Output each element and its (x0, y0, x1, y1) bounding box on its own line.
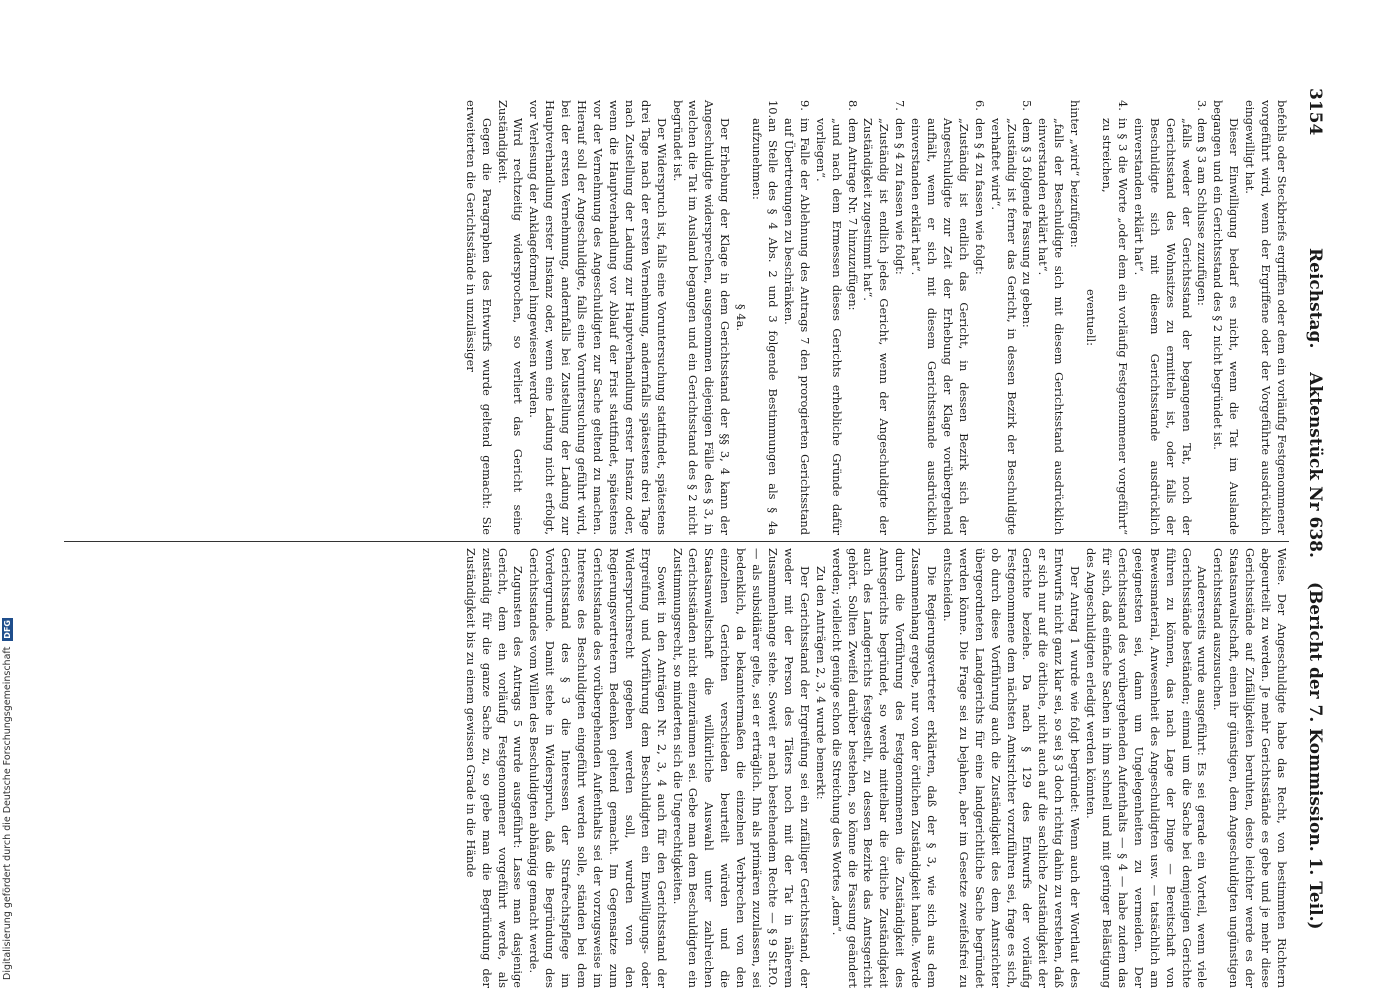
header-part: Reichstag. (1305, 248, 1325, 349)
credit-text-line (2, 0, 20, 980)
item-number: 10. (766, 100, 780, 119)
item-number: 6. (972, 100, 987, 111)
numbered-item (1019, 100, 1035, 535)
paragraph: Der Gerichtsstand der Ergreifung sei ein zufälliger Gerichtsstand, der weder mit der Person des Täters noch mit der Tat in näherem Zusammenhange stehe. Soweit er nach bestehendem Rechte — § 9 St.P.O. — als subsidiärer gelte, sei er erträglich. Ihn als primären zuzulassen, sei bedenklich, da bekanntermaßen die einzelnen Verbrechen von den einzelnen Gerichten verschieden beurteilt würden und die Staatsanwaltschaft die willkürliche Auswahl unter zahlreichen Gerichtsständen nicht einzuräumen sei. Gebe man dem Beschuldigten ein Zustimmungsrecht, so minderten sich die Ungerechtigkeiten. (670, 548, 812, 988)
numbered-item (971, 100, 987, 535)
item-text: dem Antrage Nr. 7 hinzuzufügen: (845, 118, 860, 311)
centered-heading: § 4a. (734, 304, 749, 331)
paragraph: Zugunsten des Antrags 5 wurde ausgeführt: Lasse man dasjenige Gericht, dem ein vorläufig Festgenommener vorgeführt werde, als zuständig für die ganze Sache zu, so gebe man die Begründung der Zuständigkeit bis zu einem gewissen Grade in die Hände (463, 548, 526, 988)
column-divider (64, 541, 1289, 542)
item-number: 7. (893, 100, 908, 111)
paragraph: hinter „wird“ beizufügen: (1068, 100, 1083, 248)
item-number: 3. (1195, 100, 1210, 111)
paragraph: Andererseits wurde ausgeführt: Es sei gerade ein Vorteil, wenn viele Gerichtsstände beständen; einmal um die Sache bei demjenigen Gerichte führen zu können, das nach Lage der Dinge — Bereitschaft von Beweismaterial, Anwesenheit des Angeschuldigten usw. — tatsächlich am geeignetsten sei, dann um Ungelegenheiten zu vermeiden. Der Gerichtsstand des vorübergehenden Aufenthalts — § 4 — habe zudem das für sich, daß einfache Sachen in ihm schnell und mit geringer Belästigung des Angeschuldigten erledigt werden könnten. (1084, 548, 1210, 988)
credit-text: Digitalisierung gefördert durch die Deutsche Forschungsgemeinschaft (2, 646, 13, 980)
paragraph: Der Erhebung der Klage in dem Gerichtsstand der §§ 3, 4 kann der Angeschuldigte widersprechen, ausgenommen diejenigen Fälle des § 3, in welchen die Tat im Ausland begangen und ein Gerichtsstand des § 2 nicht begründet ist. (670, 100, 733, 535)
paragraph: Wird rechtzeitig widersprochen, so verliert das Gericht seine Zuständigkeit. (495, 100, 526, 535)
header-part: (Bericht der 7. Kommission. 1. Teil.) (1305, 581, 1325, 930)
header-part: Aktenstück Nr 638. (1305, 372, 1325, 558)
item-text: im Falle der Ablehnung des Antrags 7 den prorogierten Gerichtsstand auf Übertretungen zu beschränken. (781, 118, 812, 535)
paragraph: Die Regierungsvertreter erklärten, daß der § 3, wie sich aus dem Zusammenhang ergebe, nur von der örtlichen Zuständigkeit handle. Werde durch die Vorführung des Festgenommenen die Zuständigkeit des Amtsgerichts begründet, so werde mittelbar die örtliche Zuständigkeit auch des Landgerichts festgestellt, zu dessen Bezirke das Amtsgericht gehört. Sollten Zweifel darüber bestehen, so könne die Fassung geändert werden; vielleicht genüge schon die Streichung des Wortes „dem“. (829, 548, 940, 988)
credit-strip (2, 0, 20, 1000)
item-text: dem § 3 am Schlusse zuzufügen: (1195, 118, 1210, 306)
page-header (1295, 88, 1325, 968)
quoted-text: „falls der Beschuldigte sich mit diesem Gerichtsstand ausdrücklich einverstanden erklärt hat“. (1036, 118, 1067, 535)
quoted-text: „falls weder der Gerichtsstand der begangenen Tat, noch der Gerichtsstand des Wohnsitzes zu ermitteln ist, oder falls der Beschuldigte sich mit diesem Gerichtsstande ausdrücklich einverstanden erklärt hat“. (1131, 118, 1194, 535)
item-number: 8. (845, 100, 860, 111)
left-column (462, 100, 1289, 535)
paragraph: Zu den Anträgen 2, 3, 4 wurde bemerkt: (813, 566, 828, 800)
quoted-text: „Zuständig ist ferner das Gericht, in dessen Bezirk der Beschuldigte verhaftet wird“. (988, 118, 1019, 535)
quoted-text: „Zuständig ist endlich jedes Gericht, wenn der Angeschuldigte der Zuständigkeit zugestimmt hat“. (861, 118, 892, 535)
paragraph: befehls oder Steckbriefs ergriffen oder dem ein vorläufig Festgenommener vorgeführt wird, wenn der Ergriffene oder der Vorgeführte ausdrücklich eingewilligt hat. (1243, 100, 1289, 535)
numbered-item (1098, 100, 1130, 535)
item-text: dem § 3 folgende Fassung zu geben: (1020, 118, 1035, 328)
paragraph: Soweit in den Anträgen Nr. 2, 3, 4 auch für den Gerichtsstand der Ergreifung und Vorführung dem Beschuldigten ein Einwilligungs- oder Widerspruchsrecht gegeben werden soll, wurden von den Regierungsvertretern Bedenken geltend gemacht. Im Gegensatze zum Gerichtsstande des vorübergehenden Aufenthalts sei der vorzugsweise im Interesse des Beschuldigten eingeführt werden solle, ständen bei dem Gerichtsstand des § 3 die Interessen der Strafrechtspflege im Vordergrunde. Damit stehe in Widerspruch, daß die Begründung des Gerichtsstandes vom Willen des Beschuldigten abhängig gemacht werde. (527, 548, 669, 988)
numbered-item (780, 100, 812, 535)
quoted-text: „und nach dem Ermessen dieses Gerichts erhebliche Gründe dafür vorliegen“. (813, 118, 844, 535)
numbered-item (1194, 100, 1210, 535)
numbered-item (891, 100, 907, 535)
right-column (462, 548, 1289, 988)
item-number: 5. (1020, 100, 1035, 111)
item-text: in § 3 die Worte „oder dem ein vorläufig Festgenommener vorgeführt“ zu streichen, (1100, 118, 1130, 535)
item-text: den § 4 zu fassen wie folgt: (972, 118, 987, 275)
dfg-logo: DFG (3, 620, 12, 639)
numbered-item (844, 100, 860, 535)
paragraph: Der Widerspruch ist, falls eine Voruntersuchung stattfindet, spätestens drei Tage nach der ersten Vernehmung, andernfalls spätestens drei Tage nach Zustellung der Ladung zur Hauptverhandlung erster Instanz oder, wenn die Hauptverhandlung vor Ablauf der Frist stattfindet, spätestens vor der Vernehmung des Angeschuldigten zur Sache geltend zu machen. Hierauf soll der Angeschuldigte, falls eine Voruntersuchung geführt wird, bei der ersten Vernehmung, andernfalls bei Zustellung der Ladung zur Hauptverhandlung erster Instanz oder, wenn eine Ladung nicht erfolgt, vor Verlesung der Anklageformel hingewiesen werden. (527, 100, 669, 535)
numbered-item (748, 100, 780, 535)
item-number: 9. (797, 100, 812, 111)
item-text: den § 4 zu fassen wie folgt: (893, 118, 908, 275)
page-number: 3154 (1305, 88, 1325, 136)
item-text: an Stelle des § 4 Abs. 2 und 3 folgende Bestimmungen als § 4a aufzunehmen: (750, 118, 780, 535)
header-title (1305, 248, 1325, 948)
paragraph: Gegen die Paragraphen des Entwurfs wurde geltend gemacht: Sie erweiterten die Gerichtsstände in unzulässiger (463, 100, 494, 535)
centered-heading: eventuell: (1084, 288, 1099, 347)
quoted-text: „Zuständig ist endlich das Gericht, in dessen Bezirk sich der Angeschuldigte zur Zeit der Erhebung der Klage vorübergehend aufhält, wenn er sich mit diesem Gerichtsstande ausdrücklich einverstanden erklärt hat“. (909, 118, 971, 535)
paragraph: Weise. Der Angeschuldigte habe das Recht, von bestimmten Richtern abgeurteilt zu werden. Je mehr Gerichtsstände es gebe und je mehr diese Gerichtsstände auf Zufälligkeiten beruhten, desto leichter werde es der Staatsanwaltschaft, einen ihr günstigen, dem Angeschuldigten ungünstigen Gerichtsstand auszusuchen. (1211, 548, 1289, 988)
item-number: 4. (1115, 100, 1130, 111)
paragraph: Der Antrag 1 wurde wie folgt begründet: Wenn auch der Wortlaut des Entwurfs nicht ganz klar sei, so sei § 3 doch richtig dahin zu verstehen, daß er sich nur auf die örtliche, nicht auch auf die sachliche Zuständigkeit der Gerichte beziehe. Da nach § 129 des Entwurfs der vorläufig Festgenommene dem nächsten Amtsrichter vorzuführen sei, frage es sich, ob durch diese Vorführung auch die Zuständigkeit des dem Amtsrichter übergeordneten Landgerichts für eine landgerichtliche Sache begründet werden könne. Die Frage sei zu bejahen, aber im Gesetze zweifelsfrei zu entscheiden. (940, 548, 1083, 988)
paragraph: Dieser Einwilligung bedarf es nicht, wenn die Tat im Auslande begangen und ein Gerichtsstand des § 2 nicht begründet ist. (1211, 100, 1242, 535)
rotated-page (50, 0, 1333, 1000)
